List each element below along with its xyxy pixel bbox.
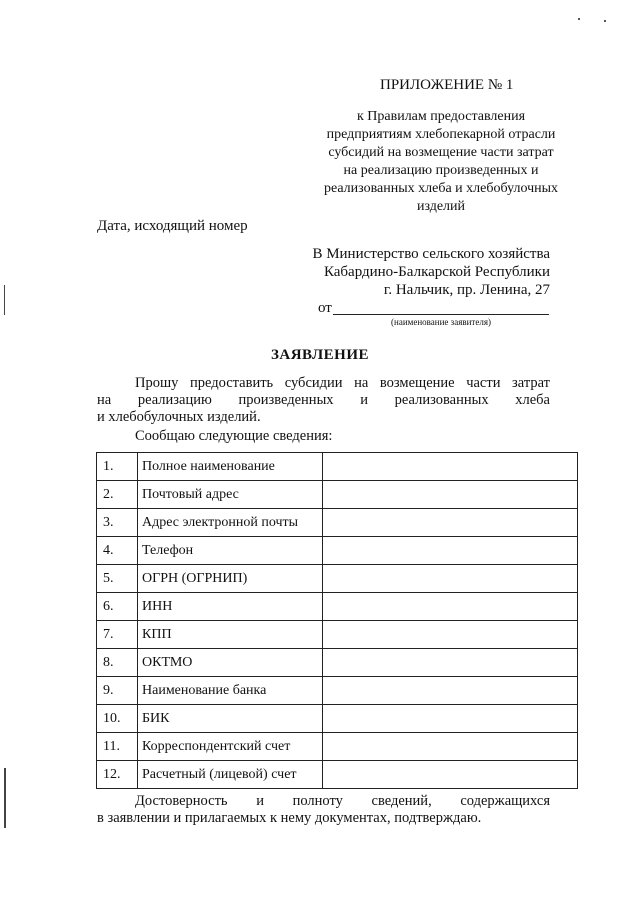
applicant-name-hint: (наименование заявителя)	[391, 317, 491, 327]
from-label: от	[318, 300, 332, 316]
row-label: Телефон	[138, 537, 323, 565]
addressee-line-1: В Министерство сельского хозяйства	[312, 246, 550, 262]
row-number: 3.	[97, 509, 138, 537]
row-value-field[interactable]	[323, 621, 578, 649]
table-row	[97, 677, 578, 705]
info-intro: Сообщаю следующие сведения:	[135, 428, 333, 444]
row-label: ОКТМО	[138, 649, 323, 677]
table-row	[97, 761, 578, 789]
addressee-line-2: Кабардино-Балкарской Республики	[323, 264, 550, 280]
row-label: Корреспондентский счет	[138, 733, 323, 761]
confirmation-line-2: в заявлении и прилагаемых к нему документах, подтверждаю.	[97, 810, 482, 826]
row-value-field[interactable]	[323, 593, 578, 621]
row-label: КПП	[138, 621, 323, 649]
row-label: Наименование банка	[138, 677, 323, 705]
request-line-1: Прошу предоставить субсидии на возмещение части затрат	[135, 375, 550, 391]
table-row	[97, 481, 578, 509]
request-paragraph	[97, 375, 550, 426]
row-number: 1.	[97, 453, 138, 481]
table-row	[97, 537, 578, 565]
request-line-2: на реализацию произведенных и реализованных хлеба	[97, 392, 550, 408]
row-number: 2.	[97, 481, 138, 509]
addressee-block	[300, 245, 550, 299]
row-label: ИНН	[138, 593, 323, 621]
row-number: 5.	[97, 565, 138, 593]
scan-speck	[604, 20, 606, 22]
row-number: 4.	[97, 537, 138, 565]
row-value-field[interactable]	[323, 733, 578, 761]
row-value-field[interactable]	[323, 453, 578, 481]
scan-edge-mark	[4, 768, 6, 828]
appendix-rules-text: к Правилам предоставления предприятиям хлебопекарной отрасли субсидий на возмещение части затрат на реализацию произведенных и реализованных хлеба и хлебобулочных изделий	[323, 109, 559, 214]
row-number: 6.	[97, 593, 138, 621]
row-number: 9.	[97, 677, 138, 705]
table-row	[97, 509, 578, 537]
confirmation-paragraph	[97, 793, 550, 827]
scan-edge-mark	[4, 285, 5, 315]
row-value-field[interactable]	[323, 481, 578, 509]
row-number: 11.	[97, 733, 138, 761]
document-heading: ЗАЯВЛЕНИЕ	[270, 347, 370, 363]
addressee-line-3: г. Нальчик, пр. Ленина, 27	[383, 282, 550, 298]
table-row	[97, 733, 578, 761]
row-label: Полное наименование	[138, 453, 323, 481]
row-number: 12.	[97, 761, 138, 789]
row-value-field[interactable]	[323, 565, 578, 593]
info-table	[96, 452, 578, 789]
table-row	[97, 453, 578, 481]
row-label: Адрес электронной почты	[138, 509, 323, 537]
table-row	[97, 621, 578, 649]
applicant-name-field[interactable]	[333, 314, 549, 315]
table-row	[97, 593, 578, 621]
scan-speck	[578, 18, 580, 20]
row-value-field[interactable]	[323, 705, 578, 733]
row-label: Расчетный (лицевой) счет	[138, 761, 323, 789]
row-label: ОГРН (ОГРНИП)	[138, 565, 323, 593]
row-value-field[interactable]	[323, 649, 578, 677]
table-row	[97, 565, 578, 593]
row-label: Почтовый адрес	[138, 481, 323, 509]
row-label: БИК	[138, 705, 323, 733]
date-number-label: Дата, исходящий номер	[97, 218, 248, 234]
row-value-field[interactable]	[323, 509, 578, 537]
row-value-field[interactable]	[323, 537, 578, 565]
request-line-3: и хлебобулочных изделий.	[97, 409, 261, 425]
row-value-field[interactable]	[323, 677, 578, 705]
row-value-field[interactable]	[323, 761, 578, 789]
row-number: 10.	[97, 705, 138, 733]
confirmation-line-1: Достоверность и полноту сведений, содержащихся	[135, 793, 550, 809]
row-number: 7.	[97, 621, 138, 649]
table-row	[97, 649, 578, 677]
row-number: 8.	[97, 649, 138, 677]
appendix-title: ПРИЛОЖЕНИЕ № 1	[380, 77, 514, 93]
table-row	[97, 705, 578, 733]
